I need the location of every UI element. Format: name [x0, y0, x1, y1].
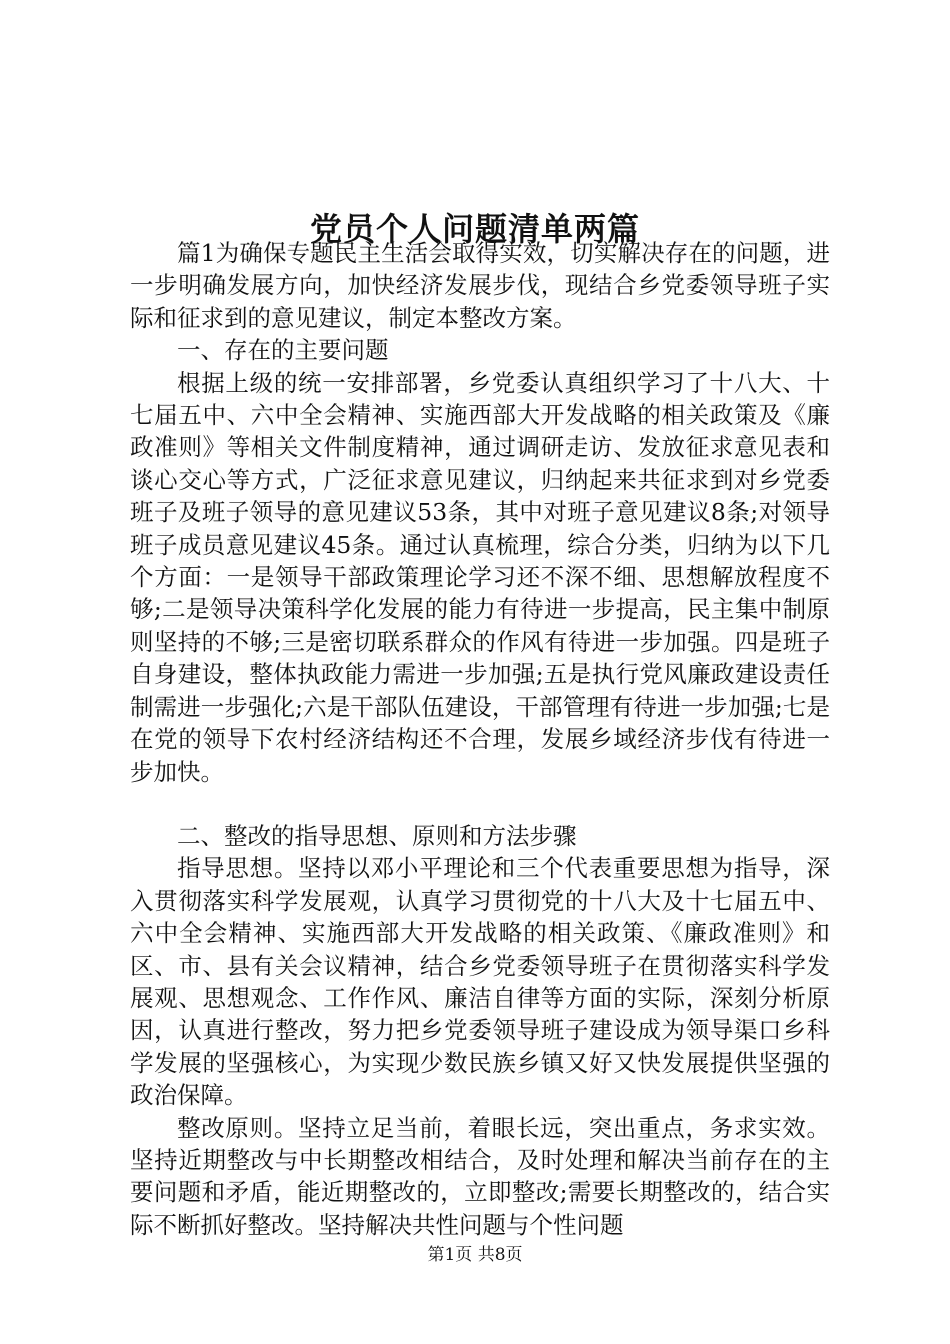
section-heading-2: 二、整改的指导思想、原则和方法步骤: [177, 821, 577, 850]
paragraph-spacer: [130, 788, 830, 820]
section-heading-1: 一、存在的主要问题: [177, 336, 389, 365]
problems-paragraph: 根据上级的统一安排部署，乡党委认真组织学习了十八大、十七届五中、六中全会精神、实施西部大开发战略的相关政策及《廉政准则》等相关文件制度精神，通过调研走访、发放征求意见表和谈心交心等方式，广泛征求意见建议，归纳起来共征求到对乡党委班子及班子领导的意见建议53条，其中对班子意见建议8条;对领导班子成员意见建议45条。通过认真梳理，综合分类，归纳为以下几个方面：一是领导干部政策理论学习还不深不细、思想解放程度不够;二是领导决策科学化发展的能力有待进一步提高，民主集中制原则坚持的不够;三是密切联系群众的作风有待进一步加强。四是班子自身建设，整体执政能力需进一步加强;五是执行党风廉政建设责任制需进一步强化;六是干部队伍建设，干部管理有待进一步加强;七是在党的领导下农村经济结构还不合理，发展乡域经济步伐有待进一步加快。: [130, 368, 830, 786]
intro-paragraph: 篇1为确保专题民主生活会取得实效，切实解决存在的问题，进一步明确发展方向，加快经济发展步伐，现结合乡党委领导班子实际和征求到的意见建议，制定本整改方案。: [130, 239, 830, 332]
page-number-footer: 第1页 共8页: [427, 1245, 523, 1265]
guiding-thought-paragraph: 指导思想。坚持以邓小平理论和三个代表重要思想为指导，深入贯彻落实科学发展观，认真学习贯彻党的十八大及十七届五中、六中全会精神、实施西部大开发战略的相关政策、《廉政准则》和区、市、县有关会议精神，结合乡党委领导班子在贯彻落实科学发展观、思想观念、工作作风、廉洁自律等方面的实际，深刻分析原因，认真进行整改，努力把乡党委领导班子建设成为领导渠口乡科学发展的坚强核心，为实现少数民族乡镇又好又快发展提供坚强的政治保障。: [130, 854, 830, 1110]
document-title: 党员个人问题清单两篇: [309, 210, 640, 249]
document-body: [130, 237, 830, 1241]
principles-paragraph: 整改原则。坚持立足当前，着眼长远，突出重点，务求实效。坚持近期整改与中长期整改相结合，及时处理和解决当前存在的主要问题和矛盾，能近期整改的，立即整改;需要长期整改的，结合实际不断抓好整改。坚持解决共性问题与个性问题: [130, 1113, 830, 1239]
